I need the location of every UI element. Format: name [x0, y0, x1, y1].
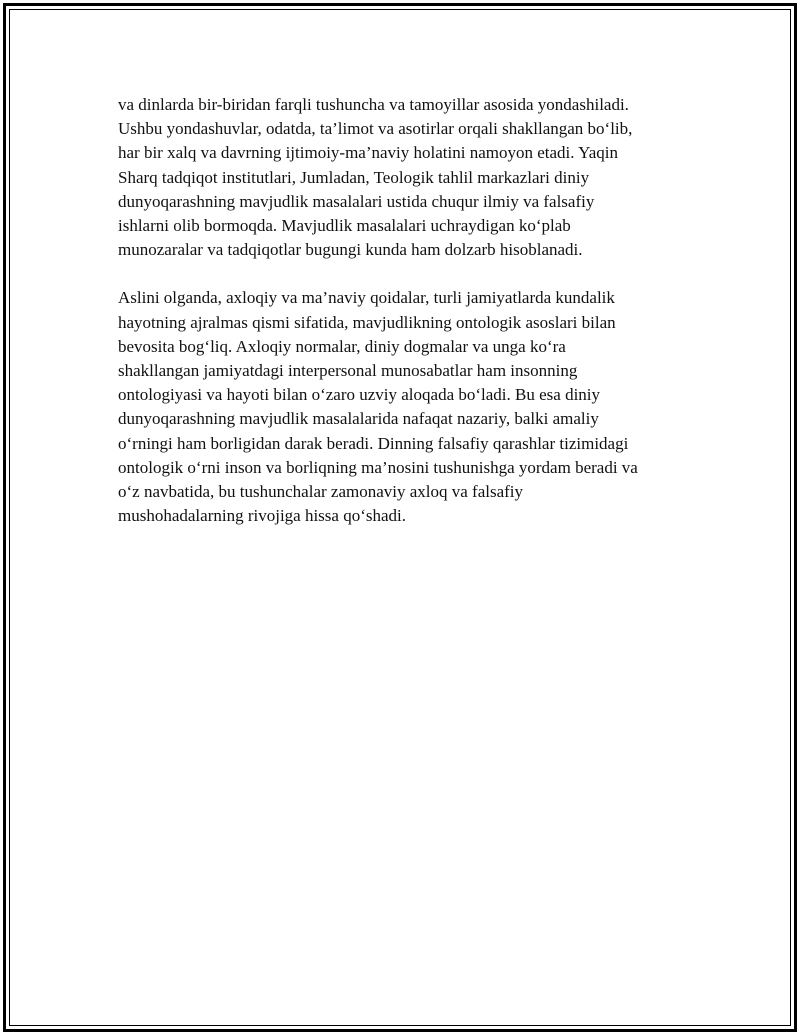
paragraph-line: Sharq tadqiqot institutlari, Jumladan, Teologik tahlil markazlari diniy	[118, 167, 590, 187]
paragraph-line: shakllangan jamiyatdagi interpersonal munosabatlar ham insonning	[118, 361, 578, 381]
paragraph-2	[118, 286, 688, 528]
paragraph-line: o‘z navbatida, bu tushunchalar zamonaviy axloq va falsafiy	[118, 482, 524, 502]
paragraph-line: ishlarni olib bormoqda. Mavjudlik masalalari uchraydigan ko‘plab	[118, 216, 571, 236]
document-body	[118, 93, 688, 528]
paragraph-line: dunyoqarashning mavjudlik masalalarida nafaqat nazariy, balki amaliy	[118, 409, 599, 429]
paragraph-line: o‘rningi ham borligidan darak beradi. Dinning falsafiy qarashlar tizimidagi	[118, 433, 629, 453]
paragraph-line: Ushbu yondashuvlar, odatda, ta’limot va asotirlar orqali shakllangan bo‘lib,	[118, 119, 633, 139]
paragraph-line: ontologik o‘rni inson va borliqning ma’nosini tushunishga yordam beradi va	[118, 457, 638, 477]
paragraph-line: Aslini olganda, axloqiy va ma’naviy qoidalar, turli jamiyatlarda kundalik	[118, 288, 615, 308]
paragraph-line: dunyoqarashning mavjudlik masalalari ustida chuqur ilmiy va falsafiy	[118, 191, 595, 211]
paragraph-line: ontologiyasi va hayoti bilan o‘zaro uzviy aloqada bo‘ladi. Bu esa diniy	[118, 385, 601, 405]
paragraph-line: va dinlarda bir-biridan farqli tushuncha va tamoyillar asosida yondashiladi.	[118, 95, 629, 114]
paragraph-line: munozaralar va tadqiqotlar bugungi kunda ham dolzarb hisoblanadi.	[118, 240, 583, 260]
paragraph-line: mushohadalarning rivojiga hissa qo‘shadi.	[118, 506, 407, 526]
paragraph-line: har bir xalq va davrning ijtimoiy-ma’naviy holatini namoyon etadi. Yaqin	[118, 143, 618, 163]
paragraph-line: hayotning ajralmas qismi sifatida, mavjudlikning ontologik asoslari bilan	[118, 312, 616, 332]
paragraph-line: bevosita bog‘liq. Axloqiy normalar, diniy dogmalar va unga ko‘ra	[118, 336, 566, 356]
paragraph-1	[118, 93, 688, 262]
